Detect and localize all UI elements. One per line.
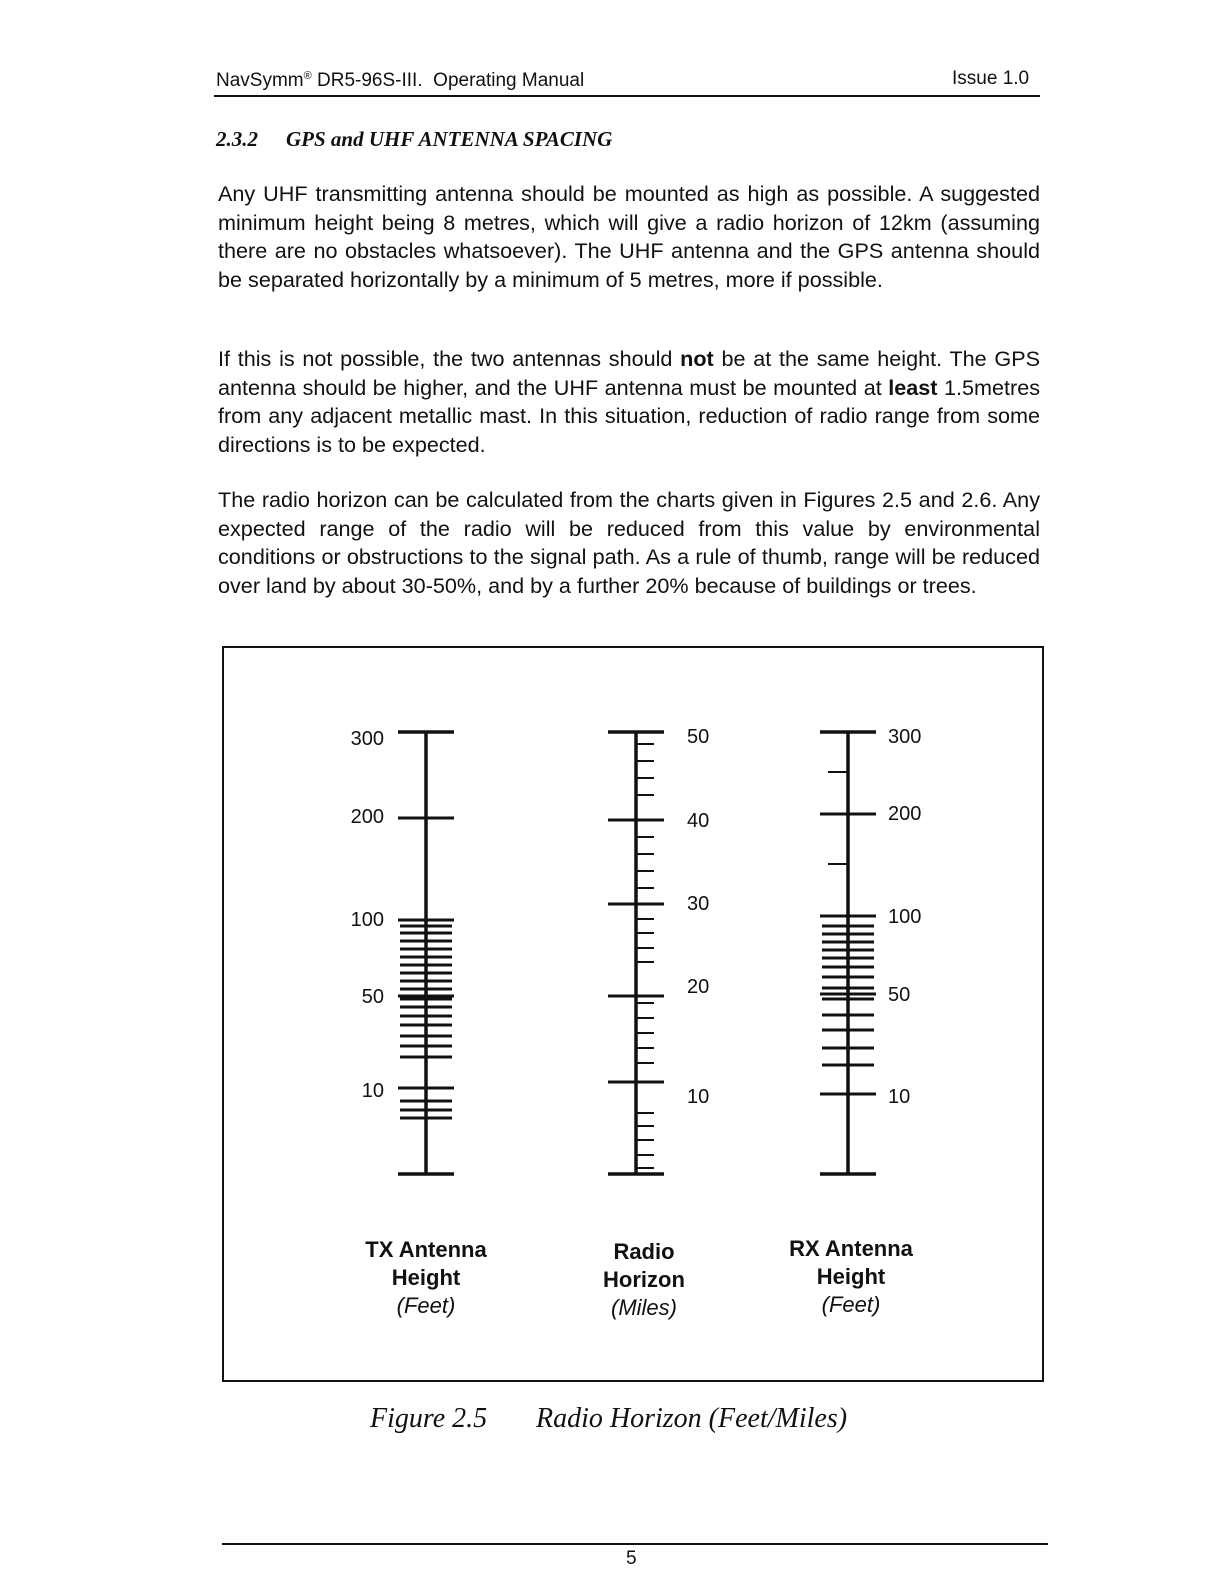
p2-emphasis-not: not (680, 346, 714, 371)
rx-tick-label: 200 (888, 803, 922, 825)
tx-tick-label: 100 (350, 909, 384, 931)
running-header-title (216, 70, 584, 92)
paragraph-radio-horizon: The radio horizon can be calculated from the charts given in Figures 2.5 and 2.6. Any expected range of the radio will be reduced from this value by environmental conditions or obstructions to the signal path. As a rule of thumb, range will be reduced over land by about 30-50%, and by a further 20% because of buildings or trees. (218, 487, 1040, 598)
rx-scale-caption (741, 1235, 961, 1319)
horizon-caption-line1: Radio (613, 1239, 675, 1264)
trademark-symbol: ® (303, 70, 312, 82)
manual-name: Operating Manual (433, 70, 585, 91)
figure-box (222, 646, 1044, 1382)
tx-tick-label: 300 (350, 728, 384, 750)
p2-emphasis-least: least (888, 374, 938, 400)
page-number: 5 (626, 1548, 637, 1569)
horizon-tick-label: 20 (687, 976, 710, 998)
tx-tick-label: 10 (361, 1080, 384, 1102)
p2-part-a: If this is not possible, the two antennas should (218, 346, 681, 371)
product-name: NavSymm (216, 70, 304, 91)
rx-tick-label: 50 (888, 984, 911, 1006)
model-name: DR5-96S-III. (311, 70, 423, 91)
figure-caption (370, 1403, 847, 1435)
rx-tick-label: 300 (888, 726, 922, 748)
horizon-tick-label: 50 (687, 726, 710, 748)
rx-caption-line2: Height (816, 1264, 886, 1289)
section-title: GPS and UHF ANTENNA SPACING (286, 127, 613, 151)
tx-tick-label: 200 (350, 806, 384, 828)
header-rule (214, 95, 1040, 97)
rx-caption-line1: RX Antenna (789, 1236, 913, 1261)
horizon-tick-label: 40 (687, 810, 710, 832)
horizon-tick-label: 10 (687, 1086, 710, 1108)
paragraph-antenna-separation (218, 345, 1040, 459)
tx-caption-line2: Height (391, 1265, 461, 1290)
figure-title: Radio Horizon (Feet/Miles) (536, 1403, 848, 1434)
tx-caption-line1: TX Antenna (365, 1237, 487, 1262)
horizon-caption-line2: Horizon (603, 1267, 685, 1292)
figure-number: Figure 2.5 (370, 1403, 488, 1434)
rx-caption-unit: (Feet) (821, 1292, 881, 1317)
section-number: 2.3.2 (216, 127, 258, 151)
tx-caption-unit: (Feet) (396, 1293, 456, 1318)
horizon-caption-unit: (Miles) (611, 1295, 677, 1320)
p2-part-c: be at the same height. The GPS antenna should be higher, and the UHF antenna must be mounted at (218, 346, 1040, 400)
section-heading (216, 127, 612, 152)
paragraph-antenna-height: Any UHF transmitting antenna should be mounted as high as possible. A suggested minimum height being 8 metres, which will give a radio horizon of 12km (assuming there are no obstacles whatsoever). The UHF antenna and the GPS antenna should be separated horizontally by a minimum of 5 metres, more if possible. (218, 181, 1040, 292)
rx-tick-label: 10 (888, 1086, 911, 1108)
issue-label: Issue 1.0 (952, 68, 1030, 89)
tx-tick-label: 50 (361, 986, 384, 1008)
rx-tick-label: 100 (888, 906, 922, 928)
p2-part-e: 1.5metres from any adjacent metallic mast. In this situation, reduction of radio range from some directions is to be expected. (218, 374, 1040, 457)
horizon-tick-label: 30 (687, 893, 710, 915)
horizon-scale-caption (534, 1238, 754, 1322)
tx-scale-caption (316, 1236, 536, 1320)
footer-rule (222, 1543, 1048, 1545)
